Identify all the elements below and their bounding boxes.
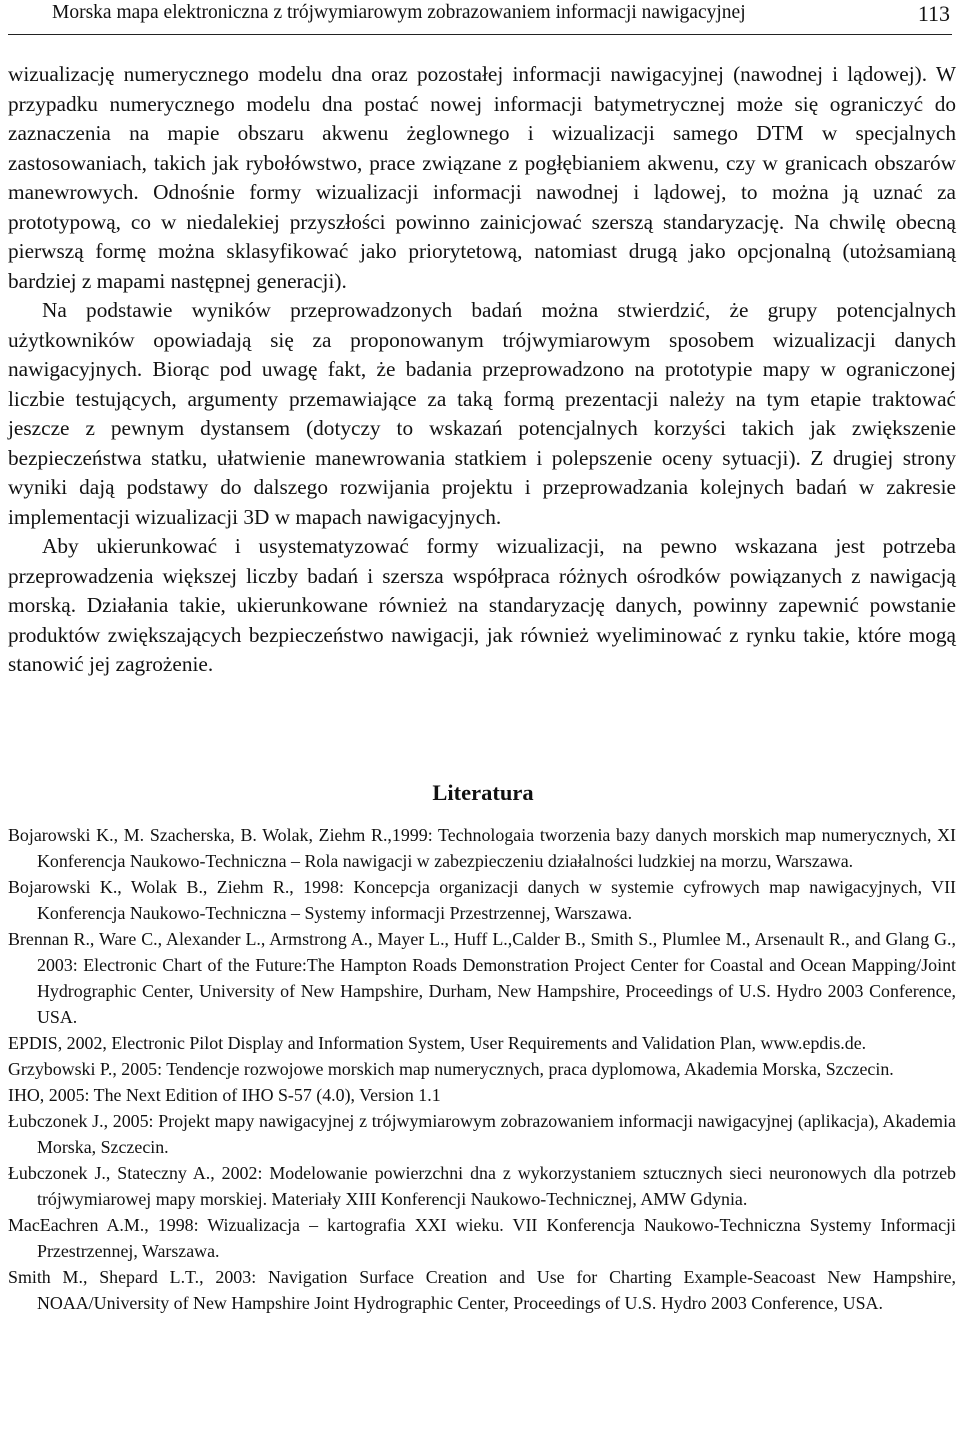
references-heading: Literatura (432, 780, 534, 805)
reference-item: Smith M., Shepard L.T., 2003: Navigation Surface Creation and Use for Charting Example-Seacoast New Hampshire, NOAA/University of New Hampshire Joint Hydrographic Center, Proceedings of U.S. Hydro 2003 Conference, USA. (8, 1267, 956, 1313)
reference-item: Grzybowski P., 2005: Tendencje rozwojowe morskich map numerycznych, praca dyplomowa, Akademia Morska, Szczecin. (8, 1059, 894, 1079)
paragraph-conclusion: Aby ukierunkować i usystematyzować formy wizualizacji, na pewno wskazana jest potrzeba przeprowadzenia większej liczby badań i szersza współpraca różnych ośrodków powiązanych z nawigacją morską. Działania takie, ukierunkowane również na standaryzację danych, powinny zapewnić powstanie produktów zwiększających bezpieczeństwo nawigacji, jak również wyeliminować z rynku takie, które mogą stanowić jej zagrożenie. (8, 534, 956, 676)
reference-item: Bojarowski K., Wolak B., Ziehm R., 1998: Koncepcja organizacji danych w systemie cyfrowych map nawigacyjnych, VII Konferencja Naukowo-Techniczna – Systemy informacji Przestrzennej, Warszawa. (8, 877, 956, 923)
running-header (8, 0, 952, 35)
reference-item: EPDIS, 2002, Electronic Pilot Display and Information System, User Requirements and Validation Plan, www.epdis.de. (8, 1033, 867, 1053)
page-number: 113 (917, 1, 950, 26)
running-title: Morska mapa elektroniczna z trójwymiarowym zobrazowaniem informacji nawigacyjnej (52, 2, 746, 23)
reference-item: Łubczonek J., 2005: Projekt mapy nawigacyjnej z trójwymiarowym zobrazowaniem informacji nawigacyjnej (aplikacja), Akademia Morska, Szczecin. (8, 1111, 956, 1157)
paragraph-results: Na podstawie wyników przeprowadzonych badań można stwierdzić, że grupy potencjalnych użytkowników opowiadają się za proponowanym trójwymiarowym sposobem wizualizacji danych nawigacyjnych. Biorąc pod uwagę fakt, że badania przeprowadzono na prototypie mapy w ograniczonej liczbie testujących, argumenty przemawiające za taką formą prezentacji należy na tym etapie traktować jeszcze z pewnym dystansem (dotyczy to wskazań potencjalnych korzyści takich jak zwiększenie bezpieczeństwa statku, ułatwienie manewrowania statkiem i polepszenie oceny sytuacji). Z drugiej strony wyniki dają podstawy do dalszego rozwijania projektu i przeprowadzania kolejnych badań w zakresie implementacji wizualizacji 3D w mapach nawigacyjnych. (8, 298, 956, 529)
reference-item: Łubczonek J., Stateczny A., 2002: Modelowanie powierzchni dna z wykorzystaniem sztucznych sieci neuronowych dla potrzeb trójwymiarowej mapy morskiej. Materiały XIII Konferencji Naukowo-Technicznej, AMW Gdynia. (8, 1163, 956, 1209)
references-list (8, 822, 956, 1316)
reference-item: Brennan R., Ware C., Alexander L., Armstrong A., Mayer L., Huff L.,Calder B., Smith S., Plumlee M., Arsenault R., and Glang G., 2003: Electronic Chart of the Future:The Hampton Roads Demonstration Project Center for Coastal and Ocean Mapping/Joint Hydrographic Center, University of New Hampshire, Durham, New Hampshire, Proceedings of U.S. Hydro 2003 Conference, USA. (8, 929, 956, 1027)
reference-item: MacEachren A.M., 1998: Wizualizacja – kartografia XXI wieku. VII Konferencja Naukowo-Techniczna Systemy Informacji Przestrzennej, Warszawa. (8, 1215, 956, 1261)
reference-item: IHO, 2005: The Next Edition of IHO S-57 (4.0), Version 1.1 (8, 1085, 441, 1105)
reference-item: Bojarowski K., M. Szacherska, B. Wolak, Ziehm R.,1999: Technologaia tworzenia bazy danych morskich map numerycznych, XI Konferencja Naukowo-Techniczna – Rola nawigacji w zabezpieczeniu działalności ludzkiej na morzu, Warszawa. (8, 825, 956, 871)
paragraph-continuation: wizualizację numerycznego modelu dna oraz pozostałej informacji nawigacyjnej (nawodnej i lądowej). W przypadku numerycznego modelu dna postać nowej informacji batymetrycznej może się ograniczyć do zaznaczenia na mapie obszaru akwenu żeglownego i wizualizacji samego DTM w specjalnych zastosowaniach, takich jak rybołówstwo, prace związane z pogłębianiem akwenu, czy w granicach obszarów manewrowych. Odnośnie formy wizualizacji informacji nawodnej i lądowej, to można ją uznać za prototypową, co w niedalekiej przyszłości powinno zainicjować szerszą standaryzację. Na chwilę obecną pierwszą formę można sklasyfikować jako priorytetową, natomiast drugą jako opcjonalną (utożsamianą bardziej z mapami następnej generacji). (8, 62, 956, 293)
body-text (8, 60, 956, 680)
